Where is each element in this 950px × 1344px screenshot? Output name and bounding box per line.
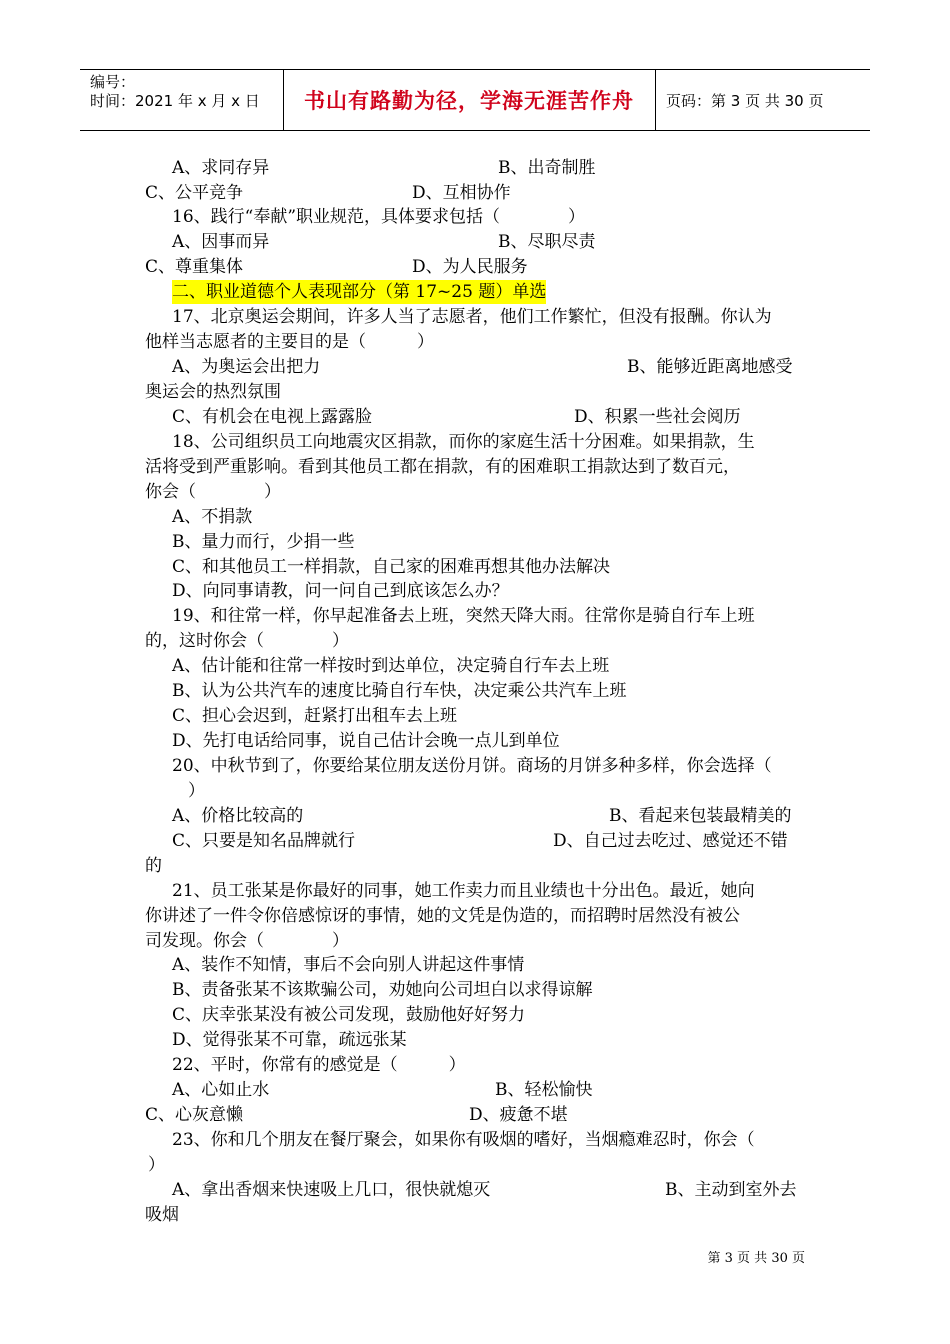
page-footer: 第 3 页 共 30 页 [707,1251,805,1266]
option-line: A、拿出香烟来快速吸上几口，很快就熄灭 [172,1180,491,1200]
question-line: 19、和往常一样，你早起准备去上班，突然天降大雨。往常你是骑自行车上班 [172,606,755,626]
option-line: B、量力而行，少捐一些 [172,532,355,552]
option-line: 吸烟 [145,1205,179,1225]
question-line: 20、中秋节到了，你要给某位朋友送份月饼。商场的月饼多种多样，你会选择（ [172,756,772,776]
option-line: B、轻松愉快 [495,1080,593,1100]
option-line: A、求同存异 [172,158,270,178]
header-left [90,73,260,111]
section-heading: 二、职业道德个人表现部分（第 17~25 题）单选 [172,282,547,302]
option-line: A、价格比较高的 [172,806,304,826]
header-time-label: 时间：2021 年 x 月 x 日 [90,92,260,110]
option-line: C、庆幸张某没有被公司发现，鼓励他好好努力 [172,1005,526,1025]
option-line: C、尊重集体 [145,257,244,277]
option-line: A、估计能和往常一样按时到达单位，决定骑自行车去上班 [172,656,610,676]
option-line: B、认为公共汽车的速度比骑自行车快，决定乘公共汽车上班 [172,681,627,701]
option-line: D、互相协作 [412,183,511,203]
question-line: 你会（ ） [145,482,281,502]
option-line: C、心灰意懒 [145,1105,244,1125]
option-line: D、为人民服务 [412,257,528,277]
option-line: C、担心会迟到，赶紧打出租车去上班 [172,706,458,726]
option-line: A、装作不知情，事后不会向别人讲起这件事情 [172,955,525,975]
option-line: A、心如止水 [172,1080,270,1100]
question-line: 活将受到严重影响。看到其他员工都在捐款，有的困难职工捐款达到了数百元， [145,457,740,477]
option-line: C、和其他员工一样捐款，自己家的困难再想其他办法解决 [172,557,611,577]
question-line: ） [188,781,205,801]
page-header [80,69,870,131]
question-line: 他样当志愿者的主要目的是（ ） [145,332,434,352]
option-line: 奥运会的热烈氛围 [145,382,281,402]
question-line: 司发现。你会（ ） [145,931,349,951]
question-line: 22、平时，你常有的感觉是（ ） [172,1055,466,1075]
header-motto: 书山有路勤为径，学海无涯苦作舟 [304,89,634,113]
option-line: C、只要是知名品牌就行 [172,831,356,851]
option-line: B、责备张某不该欺骗公司，劝她向公司坦白以求得谅解 [172,980,593,1000]
option-line: B、出奇制胜 [498,158,596,178]
question-line: 你讲述了一件令你倍感惊讶的事情，她的文凭是伪造的，而招聘时居然没有被公 [145,906,740,926]
option-line: B、能够近距离地感受 [627,357,793,377]
option-line: A、不捐款 [172,507,253,527]
option-line: C、公平竞争 [145,183,244,203]
option-line: D、觉得张某不可靠，疏远张某 [172,1030,407,1050]
question-line: 17、北京奥运会期间，许多人当了志愿者，他们工作繁忙，但没有报酬。你认为 [172,307,772,327]
question-line: 21、员工张某是你最好的同事，她工作卖力而且业绩也十分出色。最近，她向 [172,881,755,901]
option-line: B、看起来包装最精美的 [609,806,792,826]
question-line: 23、你和几个朋友在餐厅聚会，如果你有吸烟的嗜好，当烟瘾难忍时，你会（ [172,1130,755,1150]
header-id-label: 编号： [90,73,136,91]
option-line: D、疲惫不堪 [469,1105,568,1125]
option-line: C、有机会在电视上露露脸 [172,407,373,427]
question-line: 16、践行“奉献”职业规范，具体要求包括（ ） [172,207,586,227]
option-line: 的 [145,856,162,876]
option-line: A、为奥运会出把力 [172,357,321,377]
header-page-info: 页码：第 3 页 共 30 页 [666,91,824,110]
option-line: A、因事而异 [172,232,270,252]
question-line: ） [148,1155,165,1175]
option-line: B、尽职尽责 [498,232,596,252]
question-line: 的，这时你会（ ） [145,631,349,651]
option-line: D、先打电话给同事，说自己估计会晚一点儿到单位 [172,731,560,751]
question-line: 18、公司组织员工向地震灾区捐款，而你的家庭生活十分困难。如果捐款，生 [172,432,755,452]
option-line: B、主动到室外去 [665,1180,797,1200]
option-line: D、向同事请教，问一问自己到底该怎么办？ [172,581,509,601]
option-line: D、积累一些社会阅历 [574,407,741,427]
header-divider [655,70,656,130]
option-line: D、自己过去吃过、感觉还不错 [553,831,788,851]
